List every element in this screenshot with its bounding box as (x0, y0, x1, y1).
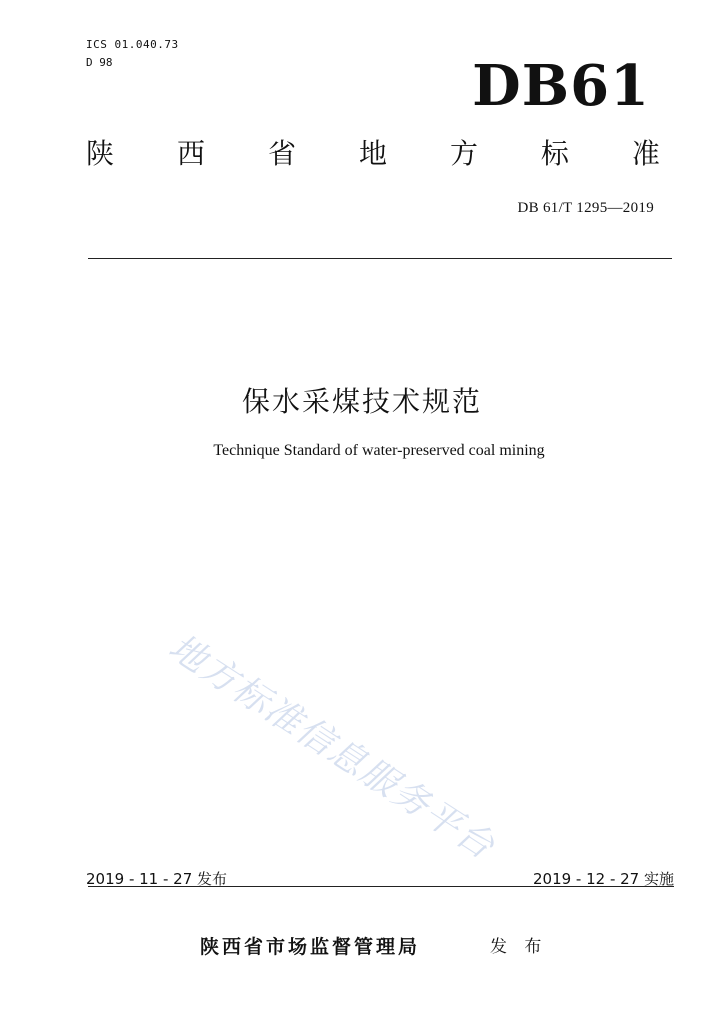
standard-type-char: 方 (449, 137, 478, 170)
top-divider (88, 258, 672, 259)
standard-type-char: 标 (540, 137, 569, 170)
ics-code: ICS 01.040.73 (86, 38, 179, 51)
standard-type-char: 省 (267, 137, 296, 170)
implementation-date: 2019 - 12 - 27 实施 (532, 870, 674, 888)
standard-type-char: 准 (631, 137, 660, 170)
publisher: 陕西省市场监督管理局 (200, 936, 421, 958)
issue-date: 2019 - 11 - 27 发布 (86, 870, 228, 888)
bottom-divider (88, 886, 674, 887)
standard-type-heading (86, 137, 660, 170)
title-chinese: 保水采煤技术规范 (241, 385, 482, 418)
standard-logo: DB61 (472, 53, 650, 119)
watermark: 地方标准信息服务平台 (161, 626, 503, 869)
title-english: Technique Standard of water-preserved coal mining (213, 442, 545, 459)
publish-label: 发 布 (490, 937, 548, 957)
standard-type-char: 地 (358, 137, 387, 170)
standard-type-char: 陕 (86, 137, 115, 170)
standard-type-char: 西 (176, 137, 205, 170)
classification-code: D 98 (86, 56, 113, 69)
standard-number: DB 61/T 1295—2019 (517, 200, 654, 216)
